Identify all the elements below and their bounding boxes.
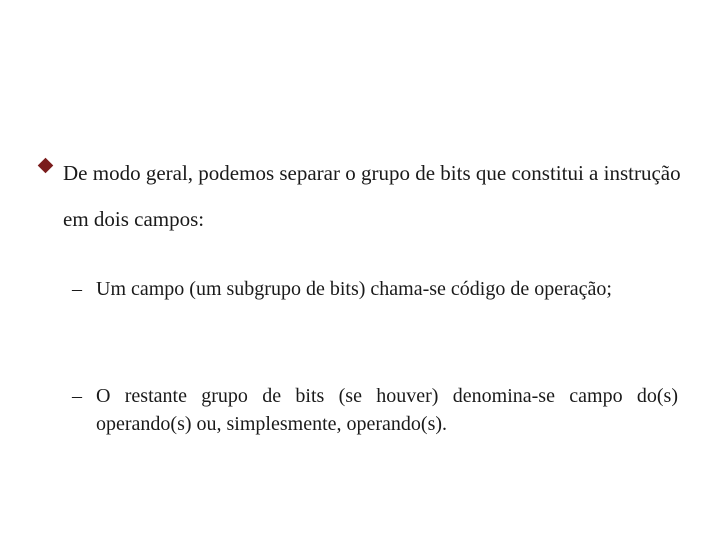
sub-bullet-text: Um campo (um subgrupo de bits) chama-se código de operação; (96, 278, 612, 300)
sub-bullet-operand (72, 382, 678, 438)
dash-marker: – (72, 278, 82, 300)
diamond-bullet-icon (38, 158, 54, 174)
dash-marker: – (72, 385, 82, 407)
sub-bullet-opcode (72, 275, 678, 303)
sub-bullet-text: O restante grupo de bits (se houver) denomina-se campo do(s) operando(s) ou, simplesmente, operando(s). (96, 385, 678, 435)
main-bullet-text: De modo geral, podemos separar o grupo de bits que constitui a instrução em dois campos: (63, 161, 681, 231)
